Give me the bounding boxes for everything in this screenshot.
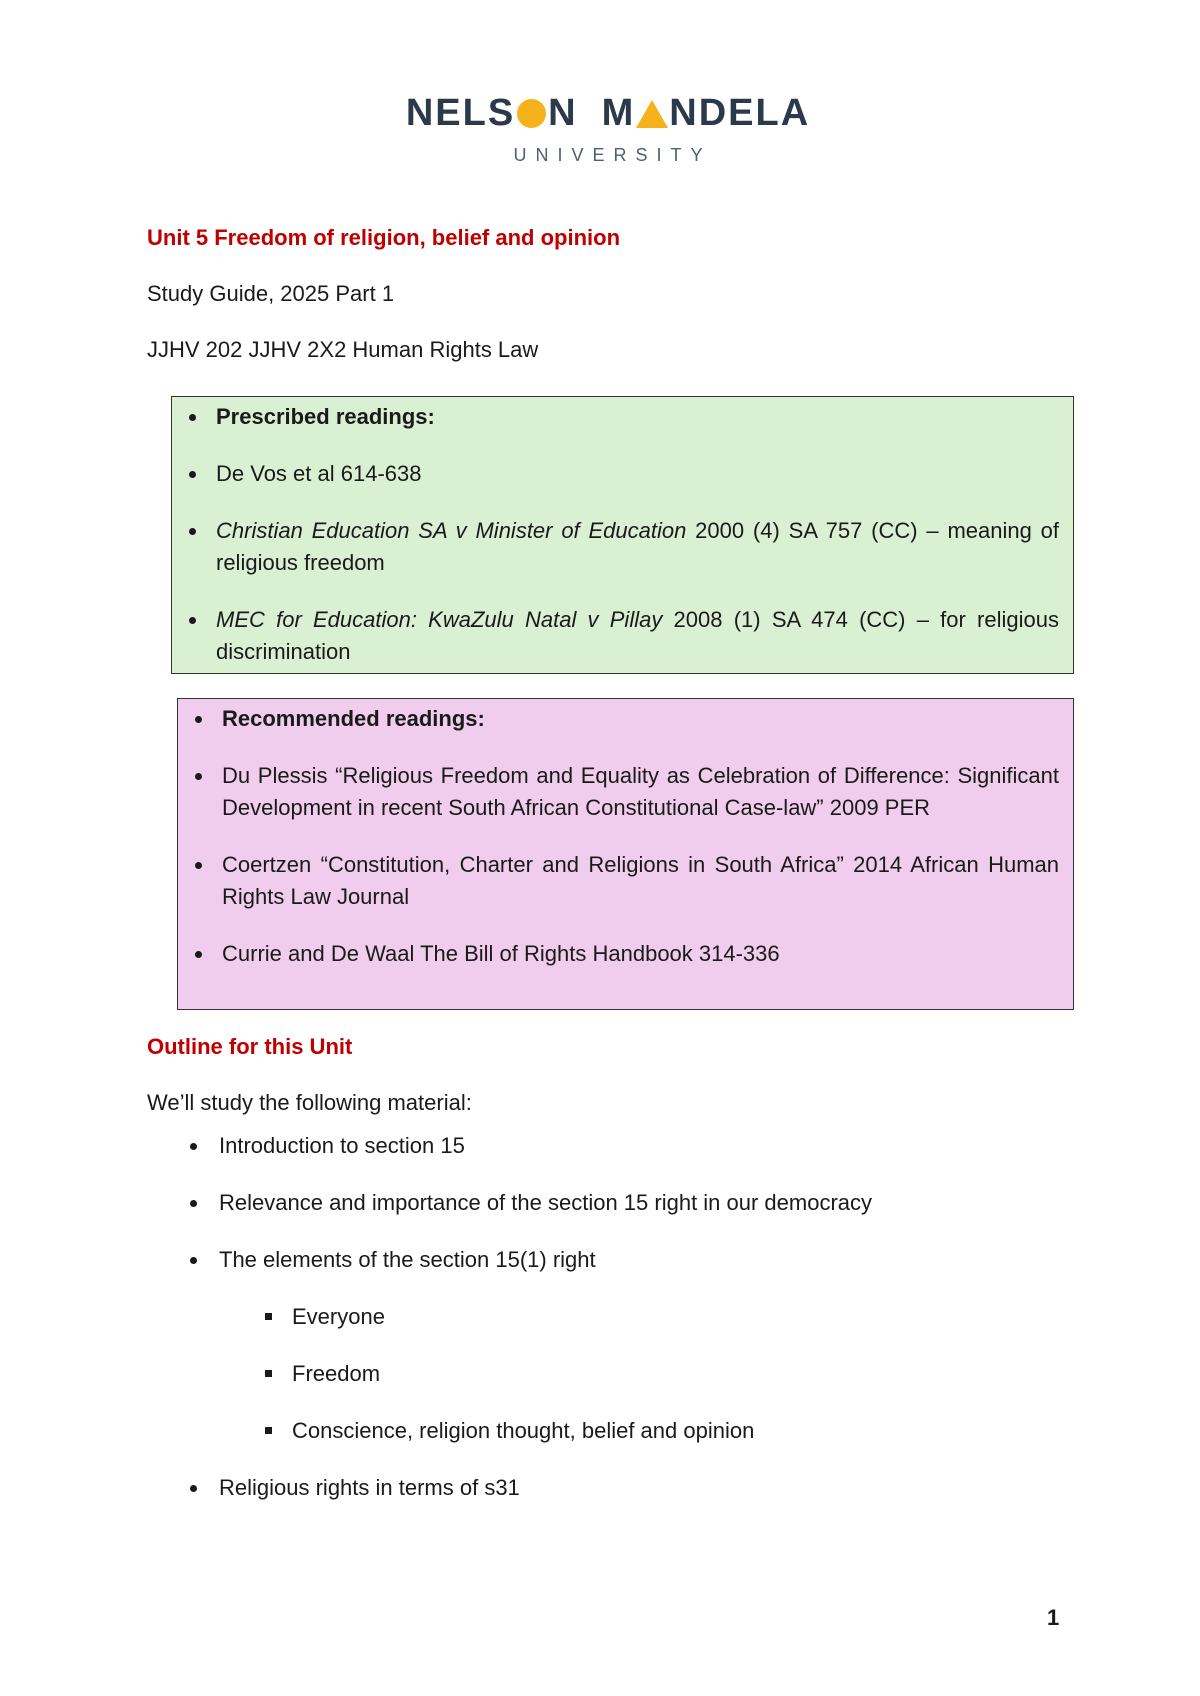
logo-wordmark: NELS N M NDELA (405, 92, 811, 134)
page-number: 1 (1047, 1605, 1060, 1630)
course-line: JJHV 202 JJHV 2X2 Human Rights Law (147, 337, 539, 362)
outline-heading: Outline for this Unit (147, 1034, 353, 1059)
list-item: Introduction to section 15 (147, 1130, 1047, 1187)
triangle-icon (636, 100, 668, 128)
study-guide-line: Study Guide, 2025 Part 1 (147, 281, 395, 306)
sub-list-item: Conscience, religion thought, belief and opinion (147, 1415, 1047, 1472)
list-item: Relevance and importance of the section 15 right in our democracy (147, 1187, 1047, 1244)
outline-list (147, 1130, 1047, 1529)
list-item: Religious rights in terms of s31 (147, 1472, 1047, 1529)
university-logo (0, 92, 1200, 166)
list-item: The elements of the section 15(1) right (147, 1244, 1047, 1301)
outline-intro: We’ll study the following material: (147, 1090, 472, 1115)
prescribed-item: Christian Education SA v Minister of Education 2000 (4) SA 757 (CC) – meaning of religious freedom (216, 515, 1059, 579)
prescribed-heading: Prescribed readings: (216, 401, 1059, 433)
recommended-readings-box (177, 698, 1074, 1010)
unit-title: Unit 5 Freedom of religion, belief and opinion (147, 225, 621, 250)
prescribed-item: De Vos et al 614-638 (216, 458, 1059, 490)
sub-list-item: Everyone (147, 1301, 1047, 1358)
recommended-item: Du Plessis “Religious Freedom and Equality as Celebration of Difference: Significant Development in recent South African Constitutional Case-law” 2009 PER (222, 760, 1059, 824)
sun-icon (517, 99, 546, 128)
sub-list-item: Freedom (147, 1358, 1047, 1415)
logo-subtitle: UNIVERSITY (513, 145, 712, 165)
recommended-item: Currie and De Waal The Bill of Rights Handbook 314-336 (222, 938, 1059, 970)
prescribed-readings-box (171, 396, 1074, 674)
recommended-heading: Recommended readings: (222, 703, 1059, 735)
recommended-item: Coertzen “Constitution, Charter and Religions in South Africa” 2014 African Human Rights Law Journal (222, 849, 1059, 913)
prescribed-item: MEC for Education: KwaZulu Natal v Pillay 2008 (1) SA 474 (CC) – for religious discrimination (216, 604, 1059, 668)
